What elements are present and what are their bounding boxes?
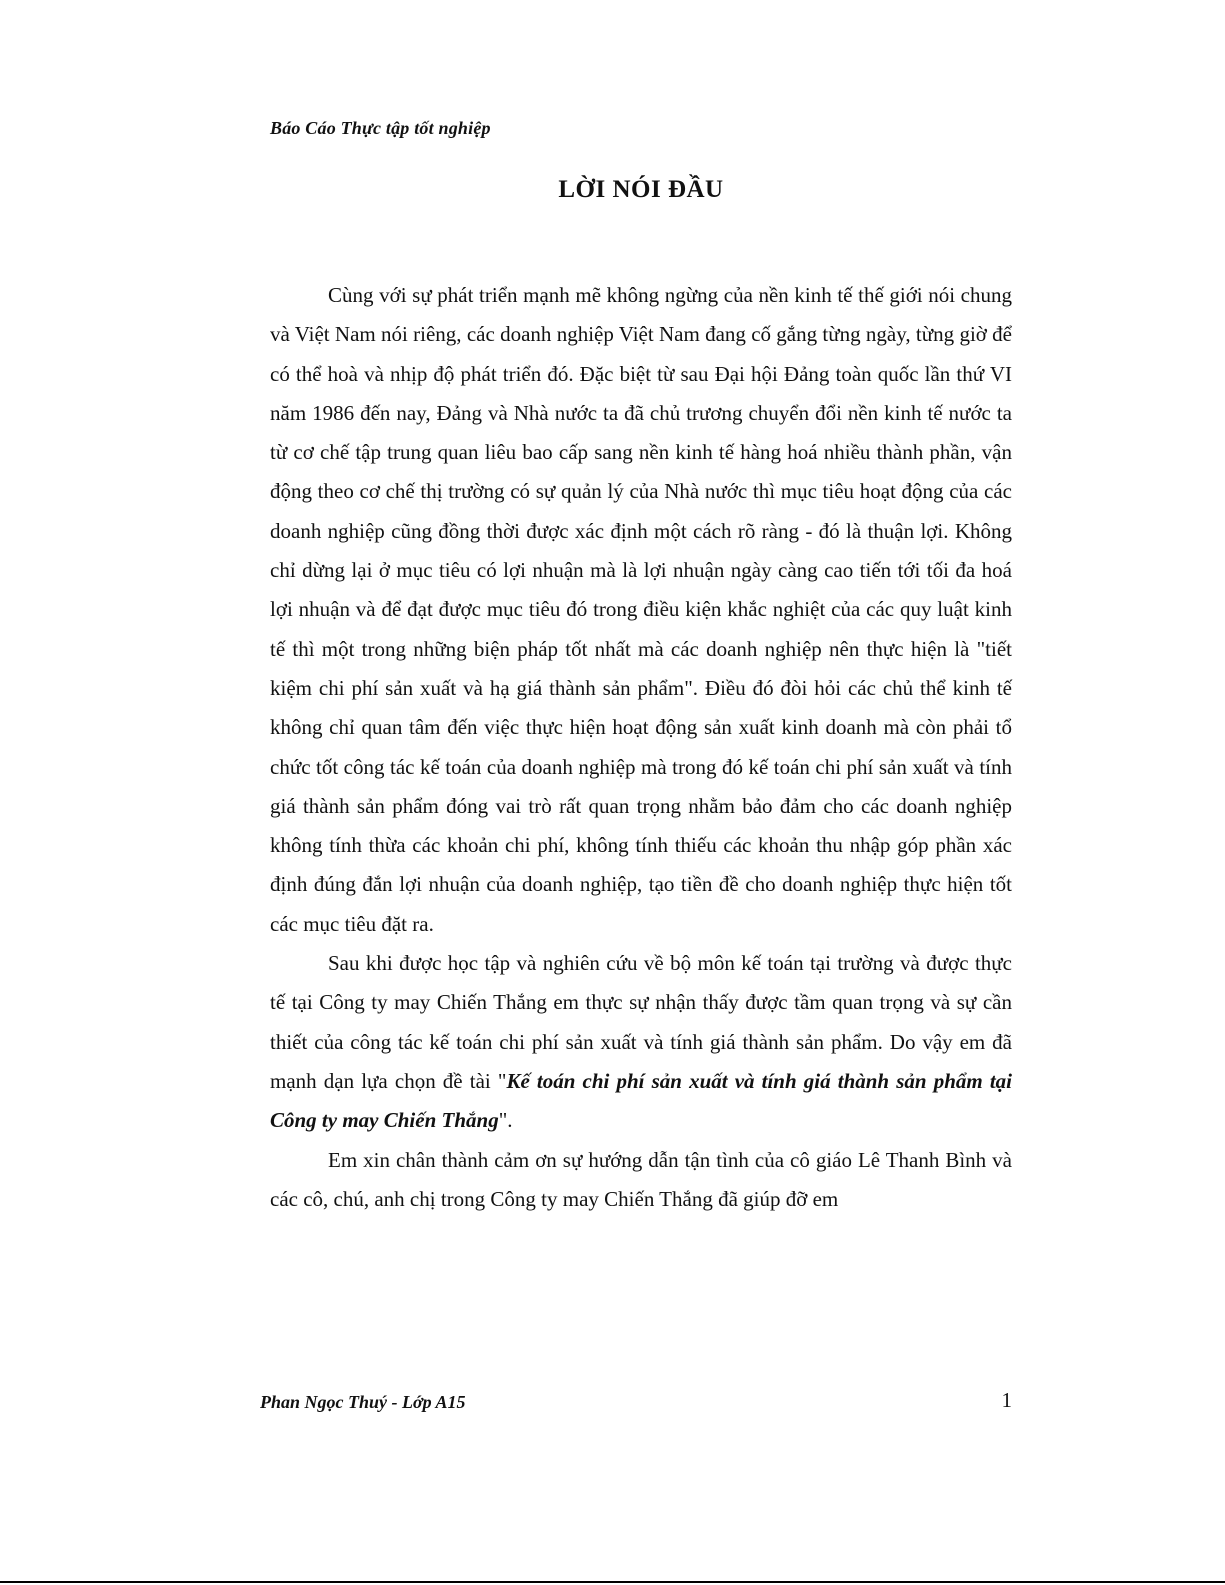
paragraph-2-text-before: Sau khi được học tập và nghiên cứu về bộ môn kế toán tại trường và được thực tế tại Công ty may Chiến Thắng em thực sự nhận thấy được tầm quan trọng và sự cần thiết của công tác kế toán chi phí sản xuất và tính giá thành sản phẩm. Do vậy em đã mạnh dạn lựa chọn đề tài "	[270, 951, 1012, 1093]
paragraph-2-text-after: ".	[498, 1108, 513, 1133]
thesis-title-emphasis: Kế toán chi phí sản xuất và tính giá thành sản phẩm tại Công ty may Chiến Thắng	[270, 1068, 1012, 1133]
running-header: Báo Cáo Thực tập tốt nghiệp	[270, 118, 491, 138]
footer-author: Phan Ngọc Thuý - Lớp A15	[260, 1392, 466, 1412]
page-title: LỜI NÓI ĐẦU	[558, 176, 724, 203]
paragraph-1: Cùng với sự phát triển mạnh mẽ không ngừng của nền kinh tế thế giới nói chung và Việt Nam nói riêng, các doanh nghiệp Việt Nam đang cố gắng từng ngày, từng giờ để có thể hoà và nhịp độ phát triển đó. Đặc biệt từ sau Đại hội Đảng toàn quốc lần thứ VI năm 1986 đến nay, Đảng và Nhà nước ta đã chủ trương chuyển đổi nền kinh tế nước ta từ cơ chế tập trung quan liêu bao cấp sang nền kinh tế hàng hoá nhiều thành phần, vận động theo cơ chế thị trường có sự quản lý của Nhà nước thì mục tiêu hoạt động của các doanh nghiệp cũng đồng thời được xác định một cách rõ ràng - đó là thuận lợi. Không chỉ dừng lại ở mục tiêu có lợi nhuận mà là lợi nhuận ngày càng cao tiến tới tối đa hoá lợi nhuận và để đạt được mục tiêu đó trong điều kiện khắc nghiệt của các quy luật kinh tế thì một trong những biện pháp tốt nhất mà các doanh nghiệp nên thực hiện là "tiết kiệm chi phí sản xuất và hạ giá thành sản phẩm". Điều đó đòi hỏi các chủ thể kinh tế không chỉ quan tâm đến việc thực hiện hoạt động sản xuất kinh doanh mà còn phải tổ chức tốt công tác kế toán của doanh nghiệp mà trong đó kế toán chi phí sản xuất và tính giá thành sản phẩm đóng vai trò rất quan trọng nhằm bảo đảm cho các doanh nghiệp không tính thừa các khoản chi phí, không tính thiếu các khoản thu nhập góp phần xác định đúng đắn lợi nhuận của doanh nghiệp, tạo tiền đề cho doanh nghiệp thực hiện tốt các mục tiêu đặt ra.	[270, 283, 1012, 936]
document-body	[270, 276, 1012, 1219]
paragraph-3: Em xin chân thành cảm ơn sự hướng dẫn tận tình của cô giáo Lê Thanh Bình và các cô, chú, anh chị trong Công ty may Chiến Thắng đã giúp đỡ em	[270, 1147, 1012, 1211]
bottom-border-line	[0, 1581, 1225, 1583]
paragraph-2	[270, 944, 1012, 1140]
page-number: 1	[1001, 1388, 1012, 1412]
